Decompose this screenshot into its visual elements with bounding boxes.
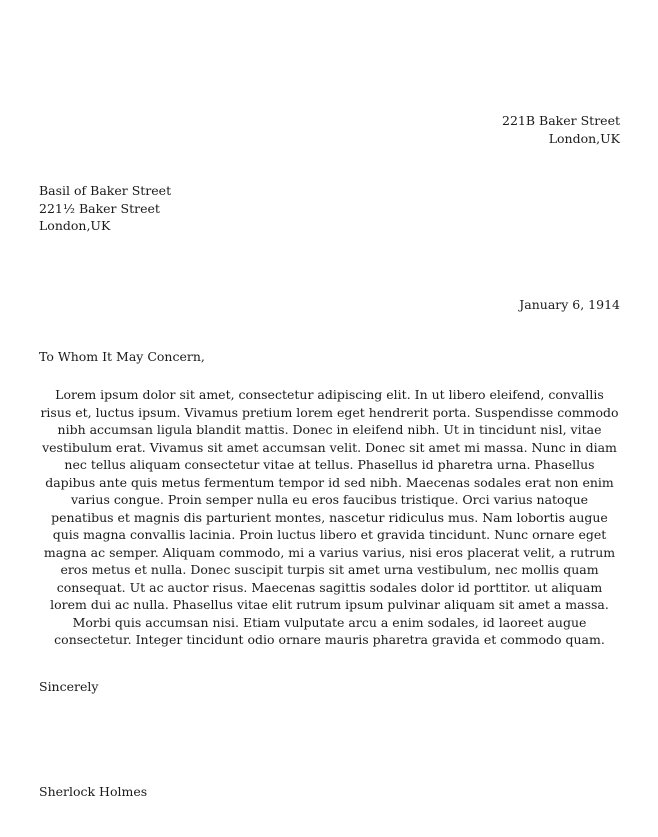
closing: Sincerely	[39, 679, 99, 694]
recipient-city: London,UK	[39, 218, 111, 233]
sender-city: London,UK	[548, 130, 620, 146]
letter-date: January 6, 1914	[519, 297, 620, 312]
sender-address	[502, 112, 620, 147]
recipient-name: Basil of Baker Street	[39, 183, 172, 198]
salutation: To Whom It May Concern,	[39, 349, 205, 364]
recipient-street: 221½ Baker Street	[39, 200, 160, 216]
sender-street: 221B Baker Street	[502, 113, 620, 128]
signature: Sherlock Holmes	[39, 784, 148, 799]
letter-body: Lorem ipsum dolor sit amet, consectetur adipiscing elit. In ut libero eleifend, convallis risus et, luctus ipsum. Vivamus pretium lorem eget hendrerit porta. Suspendisse commodo nibh accumsan ligula blandit mattis. Donec in eleifend nibh. Ut in tincidunt nisl, vitae vestibulum erat. Vivamus sit amet accumsan velit. Donec sit amet mi massa. Nunc in diam nec tellus aliquam consectetur vitae at tellus. Phasellus id pharetra urna. Phasellus dapibus ante quis metus fermentum tempor id sed nibh. Maecenas sodales erat non enim varius congue. Proin semper nulla eu eros faucibus tristique. Orci varius natoque penatibus et magnis dis parturient montes, nascetur ridiculus mus. Nam lobortis augue quis magna convallis lacinia. Proin luctus libero et gravida tincidunt. Nunc ornare eget magna ac semper. Aliquam commodo, mi a varius varius, nisi eros placerat velit, a rutrum eros metus et nulla. Donec suscipit turpis sit amet urna vestibulum, nec mollis quam consequat. Ut ac auctor risus. Maecenas sagittis sodales dolor id porttitor. ut aliquam lorem dui ac nulla. Phasellus vitae elit rutrum ipsum pulvinar aliquam sit amet a massa. Morbi quis accumsan nisi. Etiam vulputate arcu a enim sodales, id laoreet augue consectetur. Integer tincidunt odio ornare mauris pharetra gravida et commodo quam.	[40, 387, 619, 647]
recipient-address	[39, 182, 171, 235]
